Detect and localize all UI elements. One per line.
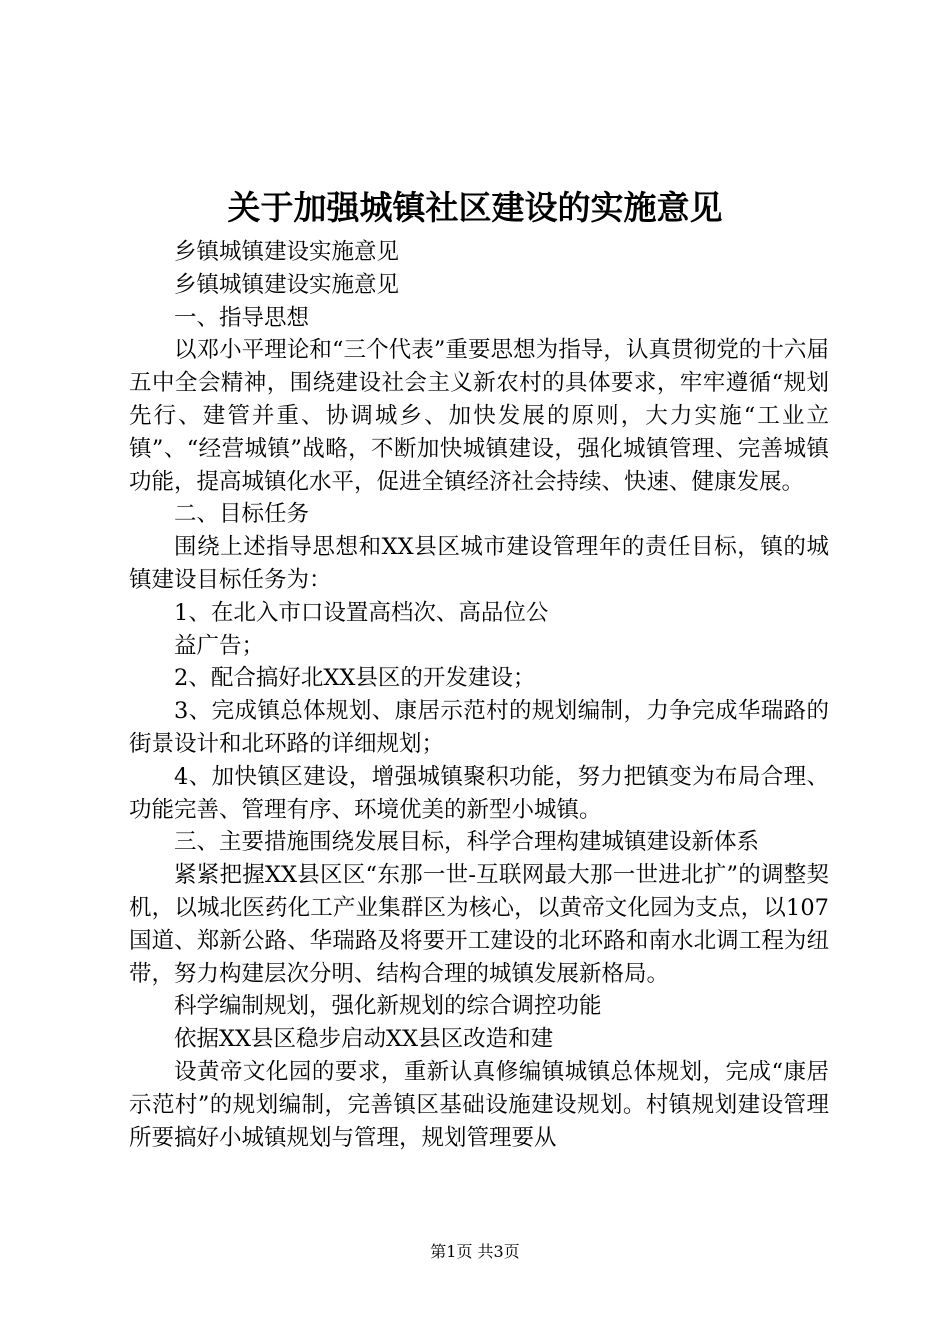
paragraph: 科学编制规划，强化新规划的综合调控功能 [174, 993, 602, 1020]
page-number: 第1页 共3页 [430, 1242, 520, 1261]
list-item: 益广告； [174, 632, 265, 659]
document-title: 关于加强城镇社区建设的实施意见 [227, 188, 723, 227]
paragraph: 设黄帝文化园的要求，重新认真修编镇城镇总体规划，完成“康居示范村”的规划编制，完善镇区基础设施建设规划。村镇规划建设管理所要搞好小城镇规划与管理，规划管理要从 [129, 1058, 829, 1151]
paragraph: 乡镇城镇建设实施意见 [174, 239, 400, 265]
section-heading: 一、指导思想 [174, 304, 310, 331]
list-item: 3、完成镇总体规划、康居示范村的规划编制，力争完成华瑞路的街景设计和北环路的详细规划； [129, 698, 829, 757]
paragraph: 乡镇城镇建设实施意见 [174, 271, 400, 298]
paragraph: 以邓小平理论和“三个代表”重要思想为指导，认真贯彻党的十六届五中全会精神，围绕建设社会主义新农村的具体要求，牢牢遵循“规划先行、建管并重、协调城乡、加快发展的原则，大力实施“工业立镇”、“经营城镇”战略，不断加快城镇建设，强化城镇管理、完善城镇功能，提高城镇化水平，促进全镇经济社会持续、快速、健康发展。 [129, 337, 829, 495]
list-item: 1、在北入市口设置高档次、高品位公 [174, 599, 549, 626]
section-heading: 三、主要措施围绕发展目标，科学合理构建城镇建设新体系 [174, 829, 760, 856]
list-item: 2、配合搞好北XX县区的开发建设； [174, 665, 536, 692]
paragraph: 依据XX县区稳步启动XX县区改造和建 [174, 1026, 554, 1053]
section-heading: 二、目标任务 [174, 501, 310, 528]
paragraph: 紧紧把握XX县区区“东那一世-互联网最大那一世进北扩”的调整契机，以城北医药化工产业集群区为核心，以黄帝文化园为支点，以107国道、郑新公路、华瑞路及将要开工建设的北环路和南水北调工程为纽带，努力构建层次分明、结构合理的城镇发展新格局。 [129, 862, 829, 987]
document-body [129, 236, 829, 1154]
list-item: 4、加快镇区建设，增强城镇聚积功能，努力把镇变为布局合理、功能完善、管理有序、环境优美的新型小城镇。 [129, 763, 829, 823]
paragraph: 围绕上述指导思想和XX县区城市建设管理年的责任目标，镇的城镇建设目标任务为： [129, 534, 829, 593]
